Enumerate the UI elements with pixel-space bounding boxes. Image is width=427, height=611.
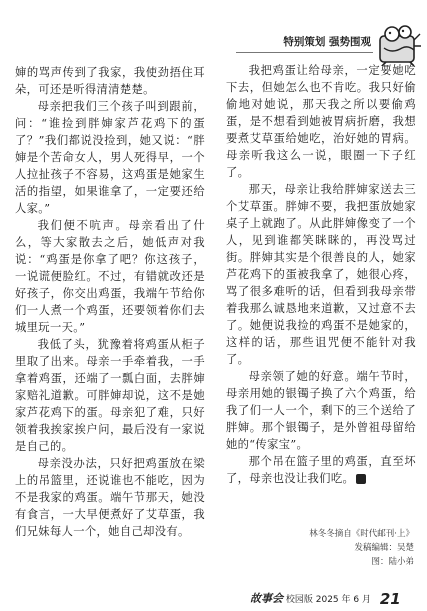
header-divider xyxy=(236,52,373,53)
source-credit: 林冬冬摘自《时代邮刊·上》 xyxy=(309,529,414,539)
left-column xyxy=(15,64,205,540)
final-text: 那个吊在篮子里的鸡蛋，直至坏了，母亲也没让我们吃。 xyxy=(226,455,416,485)
cartoon-illustration xyxy=(374,22,422,66)
editor-credit: 发稿编辑：吴楚 xyxy=(354,543,414,553)
edition-date: 校园版 2025 年 6 月 xyxy=(285,595,371,605)
section-label: 特别策划 强势围观 xyxy=(283,36,371,48)
paragraph: 我低了头，犹豫着将鸡蛋从柜子里取了出来。母亲一手牵着我，一手拿着鸡蛋，还端了一瓢白面，去胖婶家赔礼道歉。可胖婶却说，这不是她家芦花鸡下的蛋。母亲犯了难，只好领着我挨家挨户问，最后没有一家说是自己的。 xyxy=(15,338,205,453)
end-mark-icon: 完 xyxy=(356,474,366,484)
paragraph: 我把鸡蛋让给母亲，一定要她吃下去，但她怎么也不肯吃。我只好偷偷地对她说，那天我之所以要偷鸡蛋，是不想看到她被胃病折磨，我想要煮艾草蛋给她吃，治好她的胃病。母亲听我这么一说，眼圈一下子红了。 xyxy=(226,64,416,179)
right-column xyxy=(226,62,416,487)
credits xyxy=(309,527,414,569)
illustrator-credit: 图：陆小弟 xyxy=(371,557,414,567)
paragraph: 那天，母亲让我给胖婶家送去三个艾草蛋。胖婶不要，我把蛋放她家桌子上就跑了。从此胖婶像变了一个人，见到谁都笑眯眯的，再没骂过街。胖婶其实是个很善良的人，她家芦花鸡下的蛋被我拿了，她很心疼，骂了很多难听的话，但看到我母亲带着我那么诚恳地来道歉，又过意不去了。她便说我捡的鸡蛋不是她家的，这样的话，那些诅咒便不能针对我了。 xyxy=(226,183,416,366)
paragraph: 婶的骂声传到了我家，我使劲捂住耳朵，可还是听得清清楚楚。 xyxy=(15,66,205,96)
page-footer xyxy=(250,590,420,606)
paragraph: 母亲领了她的好意。端午节时，母亲用她的银镯子换了六个鸡蛋，给我了们一人一个，剩下的三个送给了胖婶。那个银镯子，是外曾祖母留给她的“传家宝”。 xyxy=(226,370,416,451)
magazine-name: 故事会 xyxy=(250,592,283,605)
paragraph-final xyxy=(226,453,416,487)
paragraph: 母亲没办法，只好把鸡蛋放在梁上的吊篮里，还说谁也不能吃，因为不是我家的鸡蛋。端午节那天，她没有食言，一大早便煮好了艾草蛋，我们兄妹每人一个，她自己却没有。 xyxy=(15,457,205,538)
paragraph: 我们便不吭声。母亲看出了什么，等大家散去之后，她低声对我说：“鸡蛋是你拿了吧？你这孩子，一说谎便脸红。不过，有错就改还是好孩子，你交出鸡蛋，我端午节给你们一人煮一个鸡蛋，还要领着你们去城里玩一天。” xyxy=(15,219,205,334)
paragraph: 母亲把我们三个孩子叫到跟前，问：“谁捡到胖婶家芦花鸡下的蛋了？”我们都说没捡到，她又说：“胖婶是个苦命女人，男人死得早，一个人拉扯孩子不容易，这鸡蛋是她家生活的指望，如果谁拿了，一定要还给人家。” xyxy=(15,100,205,215)
page-number: 21 xyxy=(379,590,401,608)
